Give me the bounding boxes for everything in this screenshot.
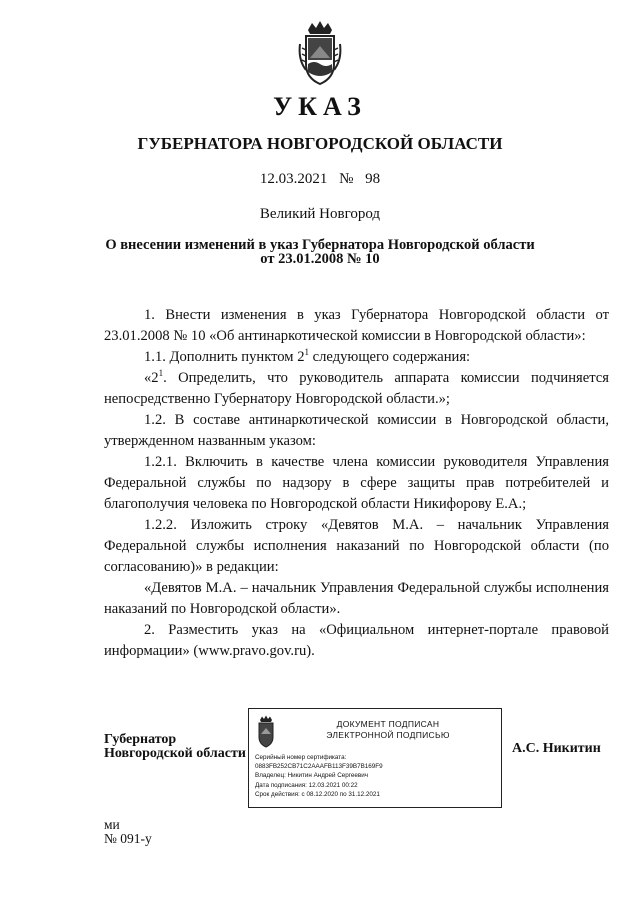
paragraph-1-1-text: 1.1. Дополнить пунктом 2 bbox=[144, 349, 305, 365]
cert-owner: Владелец: Никитин Андрей Сергеевич bbox=[255, 772, 369, 780]
electronic-signature-stamp bbox=[248, 708, 502, 808]
city: Великий Новгород bbox=[259, 206, 381, 222]
document-body bbox=[104, 305, 609, 662]
stamp-coat-of-arms-icon bbox=[255, 715, 277, 749]
quote-text-end: . Определить, что руководитель аппарата комиссии подчиняется непосредственно Губернатору Новгородской области.»; bbox=[104, 370, 609, 407]
date-number-line bbox=[0, 171, 640, 188]
document-heading bbox=[90, 238, 550, 266]
paragraph-1-2-1: 1.2.1. Включить в качестве члена комиссии руководителя Управления Федеральной службы по надзору в сфере защиты прав потребителей и благополучия человека по Новгородской области Никифорову Е.А.; bbox=[104, 454, 609, 512]
signing-date: Дата подписания: 12.03.2021 00:22 bbox=[255, 781, 358, 789]
paragraph-1: 1. Внести изменения в указ Губернатора Новгородской области от 23.01.2008 № 10 «Об антинаркотической комиссии в Новгородской области»: bbox=[104, 307, 609, 344]
executor-code: № 091-у bbox=[104, 831, 152, 846]
cert-validity: Срок действия: с 08.12.2020 по 31.12.2021 bbox=[255, 790, 380, 798]
paragraph-1-2: 1.2. В составе антинаркотической комиссии в Новгородской области, утвержденном названным указом: bbox=[104, 412, 609, 449]
signatory-name: А.С. Никитин bbox=[512, 741, 601, 756]
executor-mark bbox=[104, 818, 152, 846]
paragraph-2: 2. Разместить указ на «Официальном интернет-портале правовой информации» (www.pravo.gov.ru). bbox=[104, 622, 609, 659]
document-date: 12.03.2021 bbox=[259, 171, 328, 187]
paragraph-1-1 bbox=[104, 347, 609, 368]
stamp-header-line-1: ДОКУМЕНТ ПОДПИСАН bbox=[336, 719, 440, 729]
paragraph-quote-2-1 bbox=[104, 368, 609, 410]
cert-label: Серийный номер сертификата: bbox=[255, 754, 347, 761]
superscript: 1 bbox=[304, 347, 309, 358]
paragraph-quote-devyatov: «Девятов М.А. – начальник Управления Федеральной службы исполнения наказаний по Новгородской области». bbox=[104, 580, 609, 617]
document-title: УКАЗ bbox=[273, 92, 367, 121]
stamp-details bbox=[255, 753, 383, 799]
heading-line-2: от 23.01.2008 № 10 bbox=[260, 251, 380, 267]
document-subtitle: ГУБЕРНАТОРА НОВГОРОДСКОЙ ОБЛАСТИ bbox=[137, 134, 503, 153]
cert-number: 0883FB252CB71C2AAAFB113F39B7B169F9 bbox=[255, 763, 383, 771]
superscript: 1 bbox=[158, 368, 164, 379]
stamp-header bbox=[283, 719, 493, 741]
document-number: 98 bbox=[365, 171, 381, 187]
number-sign: № bbox=[339, 171, 354, 187]
coat-of-arms-icon bbox=[298, 20, 342, 88]
stamp-header-line-2: ЭЛЕКТРОННОЙ ПОДПИСЬЮ bbox=[326, 730, 450, 740]
heading-line-1: О внесении изменений в указ Губернатора Новгородской области bbox=[105, 237, 535, 253]
signatory-position bbox=[104, 733, 246, 761]
position-line-1: Губернатор bbox=[104, 732, 177, 747]
paragraph-1-1-text-end: следующего содержания: bbox=[309, 349, 471, 365]
paragraph-1-2-2: 1.2.2. Изложить строку «Девятов М.А. – начальник Управления Федеральной службы исполнения наказаний по Новгородской области (по согласованию)» в редакции: bbox=[104, 517, 609, 575]
position-line-2: Новгородской области bbox=[104, 746, 246, 761]
quote-text: «2 bbox=[144, 370, 159, 386]
executor-initials: ми bbox=[104, 817, 120, 832]
